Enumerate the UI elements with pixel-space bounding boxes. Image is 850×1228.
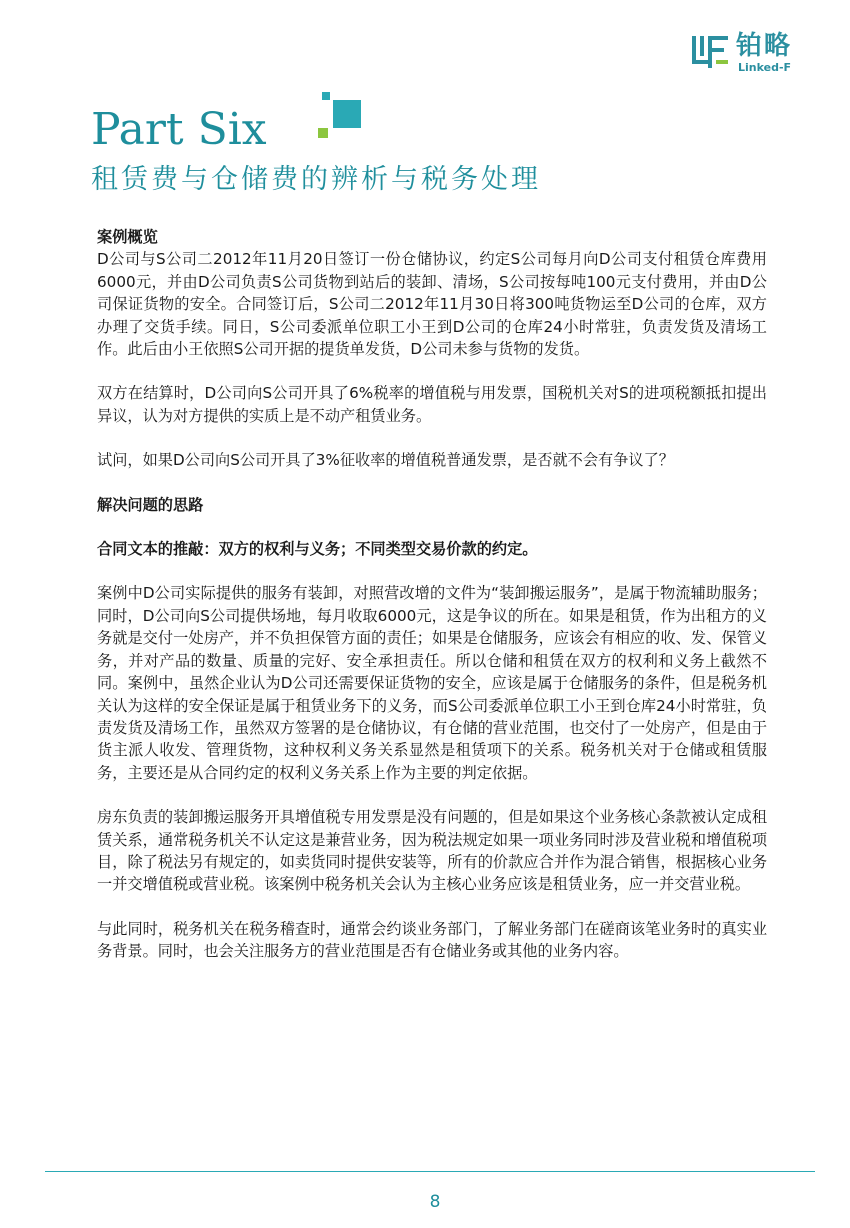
contract-heading: 合同文本的推敲：双方的权利与义务；不同类型交易价款的约定。 bbox=[97, 540, 538, 559]
decorative-square-small bbox=[322, 92, 330, 100]
case-question: 试问，如果D公司向S公司开具了3%征收率的增值税普通发票，是否就不会有争议了？ bbox=[97, 451, 674, 470]
analysis-paragraph-1: 案例中D公司实际提供的服务有装卸，对照营改增的文件为“装卸搬运服务”，是属于物流辅助服务；同时，D公司向S公司提供场地，每月收取6000元，这是争议的所在。如果是租赁，作为出租方的义务就是交付一处房产，并不负担保管方面的责任；如果是仓储服务，应该会有相应的收、发、保管义务，并对产品的数量、质量的完好、安全承担责任。所以仓储和租赁在双方的权利和义务上截然不同。案例中，虽然企业认为D公司还需要保证货物的安全，应该是属于仓储服务的条件，但是税务机关认为这样的安全保证是属于租赁业务下的义务，而S公司委派单位职工小王到仓库24小时常驻，负责发货及清场工作，虽然双方签署的是仓储协议，有仓储的营业范围，也交付了一处房产，但是由于货主派人收发、管理货物，这种权利义务关系显然是租赁项下的关系。税务机关对于仓储或租赁服务，主要还是从合同约定的权利义务关系上作为主要的判定依据。 bbox=[97, 584, 767, 782]
analysis-paragraph-3: 与此同时，税务机关在税务稽查时，通常会约谈业务部门，了解业务部门在磋商该笔业务时的真实业务背景。同时，也会关注服务方的营业范围是否有仓储业务或其他的业务内容。 bbox=[97, 919, 767, 961]
decorative-square-green bbox=[318, 128, 328, 138]
page-number: 8 bbox=[429, 1192, 441, 1212]
part-title: Part Six bbox=[91, 104, 267, 155]
body-content bbox=[97, 226, 767, 963]
case-paragraph-1: D公司与S公司二2012年11月20日签订一份仓储协议，约定S公司每月向D公司支付租赁仓库费用6000元，并由D公司负责S公司货物到站后的装卸、清场，S公司按每吨100元支付费用，并由D公司保证货物的安全。合同签订后，S公司二2012年11月30日将300吨货物运至D公司的仓库，双方办理了交货手续。同日，S公司委派单位职工小王到D公司的仓库24小时常驻，负责发货及清场工作。此后由小王依照S公司开据的提货单发货，D公司未参与货物的发货。 bbox=[97, 250, 767, 359]
section-subtitle: 租赁费与仓储费的辨析与税务处理 bbox=[91, 164, 541, 195]
logo-name-en: Linked-F bbox=[738, 61, 792, 74]
case-paragraph-2: 双方在结算时，D公司向S公司开具了6%税率的增值税与用发票，国税机关对S的进项税额抵扣提出异议，认为对方提供的实质上是不动产租赁业务。 bbox=[97, 384, 767, 425]
logo-name-cn: 铂略 bbox=[736, 31, 793, 61]
footer-divider bbox=[45, 1171, 815, 1172]
solution-heading: 解决问题的思路 bbox=[97, 495, 204, 514]
brand-logo bbox=[692, 30, 812, 76]
logo-mark-icon bbox=[692, 32, 730, 72]
decorative-square-large bbox=[333, 100, 361, 128]
case-overview-heading: 案例概览 bbox=[97, 228, 158, 246]
analysis-paragraph-2: 房东负责的装卸搬运服务开具增值税专用发票是没有问题的，但是如果这个业务核心条款被认定成租赁关系，通常税务机关不认定这是兼营业务，因为税法规定如果一项业务同时涉及营业税和增值税项目，除了税法另有规定的，如卖货同时提供安装等，所有的价款应合并作为混合销售，根据核心业务一并交增值税或营业税。该案例中税务机关会认为主核心业务应该是租赁业务，应一并交营业税。 bbox=[97, 808, 767, 894]
